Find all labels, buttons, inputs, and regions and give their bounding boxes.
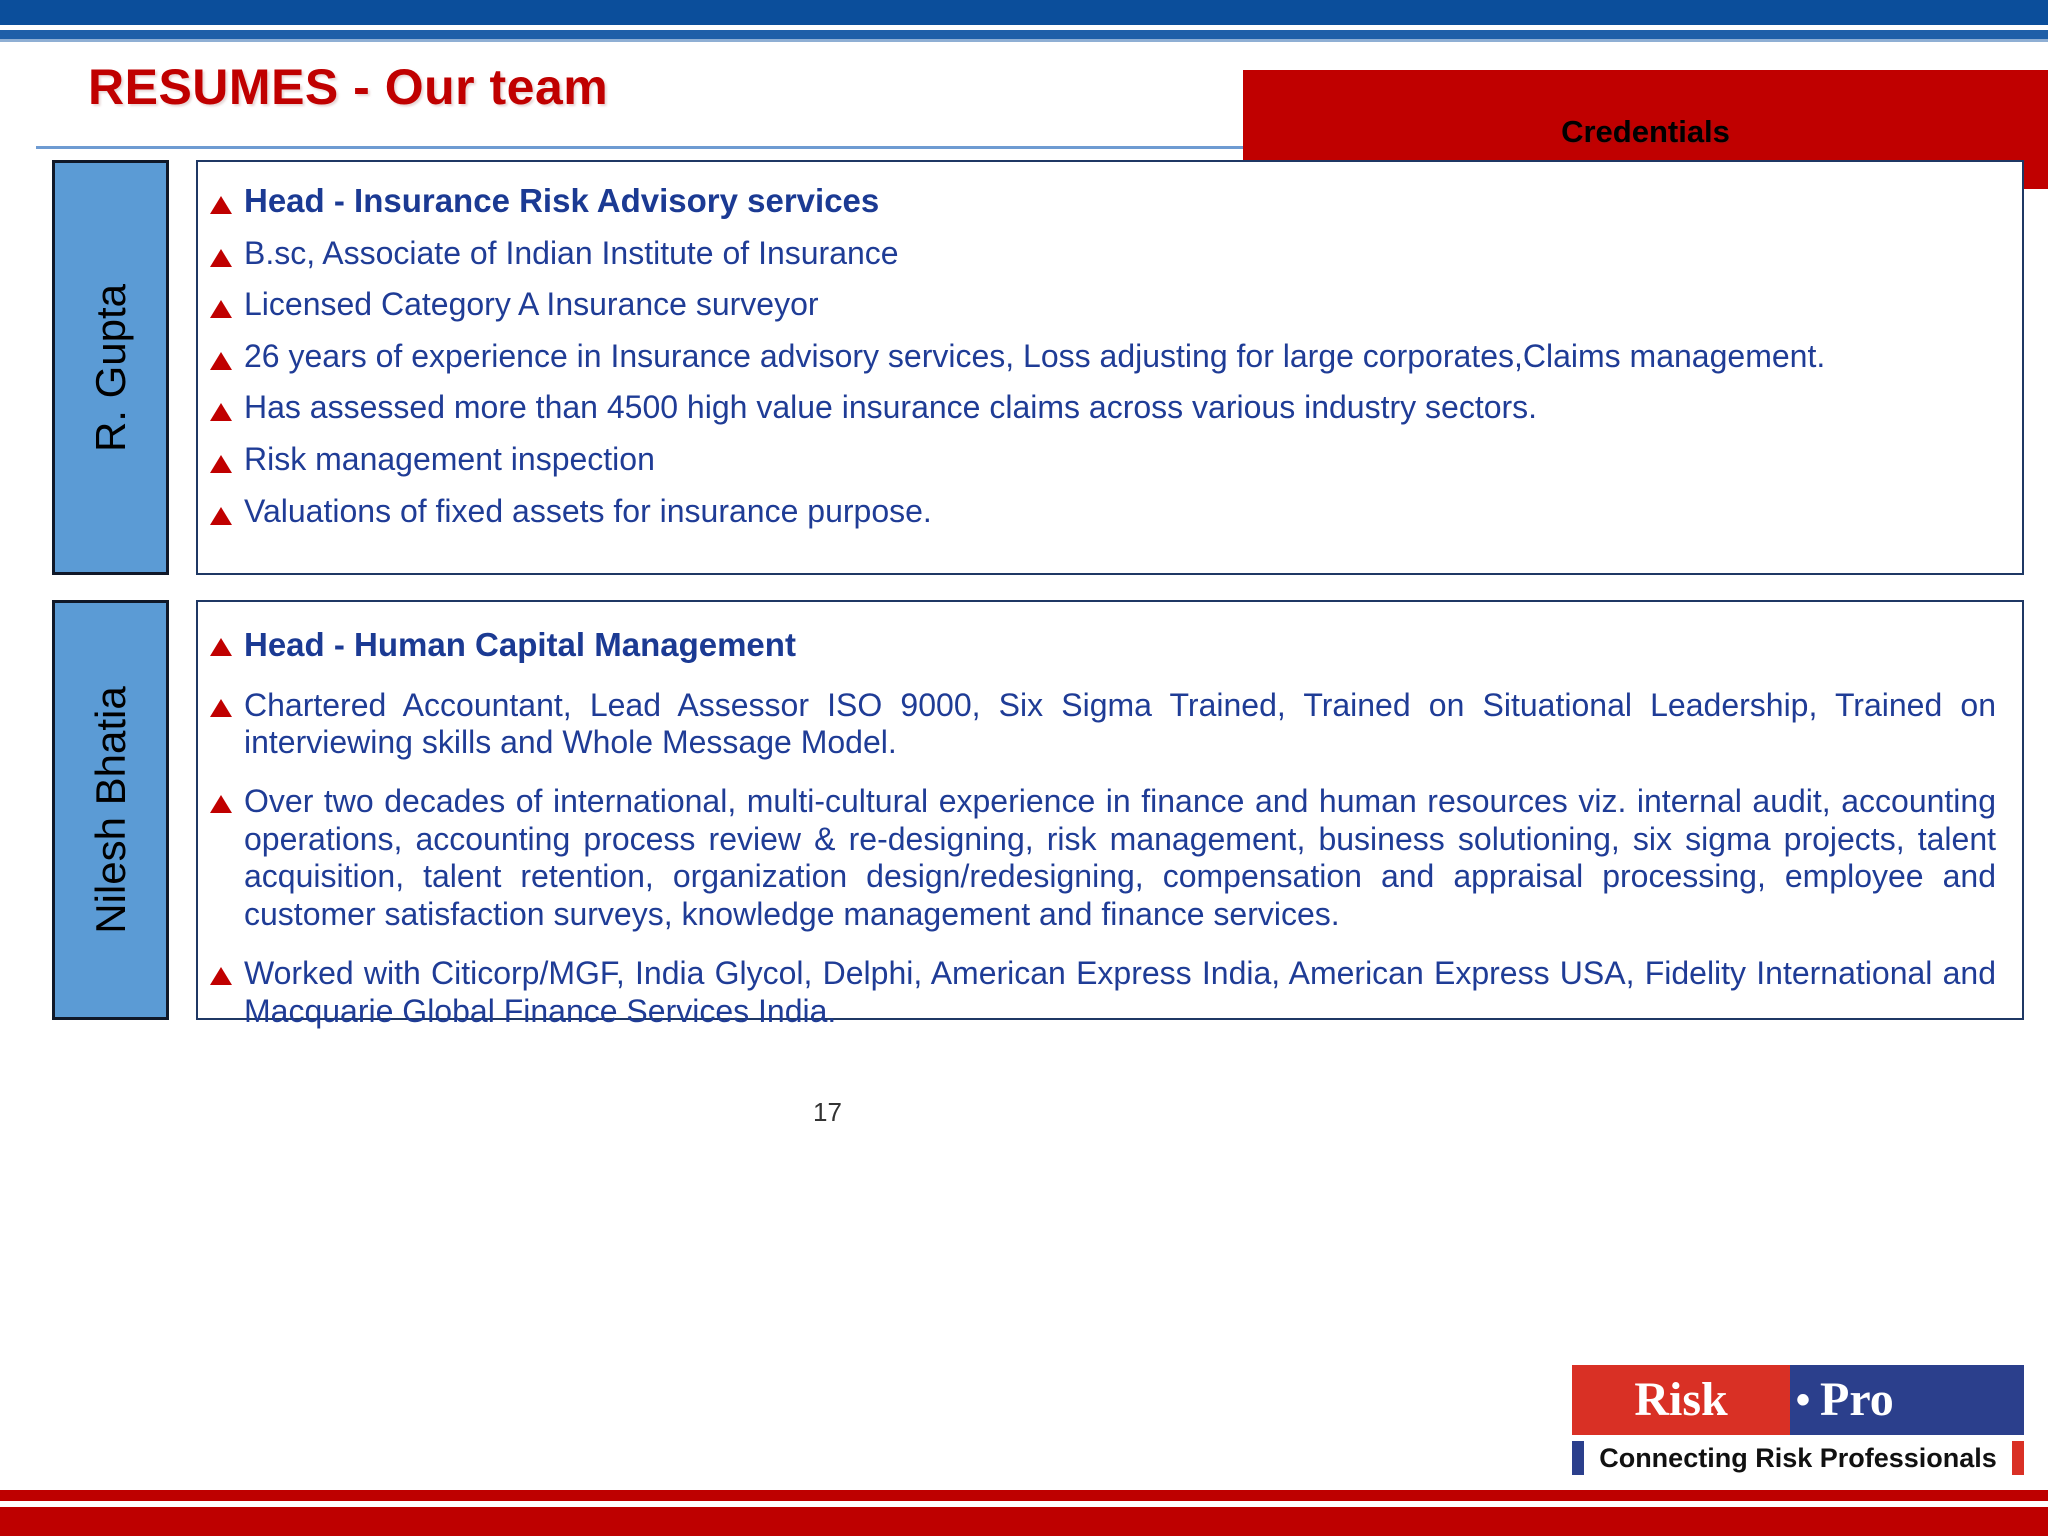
bullet-row	[198, 955, 1996, 1030]
bullet-row	[198, 391, 1996, 425]
logo-word-pro: Pro	[1820, 1373, 1894, 1426]
page-number: 17	[813, 1097, 842, 1127]
name-plate-2	[52, 600, 169, 1020]
bullet-text: 26 years of experience in Insurance advisory services, Loss adjusting for large corporates,Claims management.	[244, 337, 1826, 374]
triangle-bullet-icon	[198, 391, 244, 421]
triangle-bullet-icon	[198, 237, 244, 267]
bullet-text: Over two decades of international, multi-cultural experience in finance and human resources viz. internal audit, accounting operations, accounting process review & re-designing, risk management, business solutioning, six sigma projects, talent acquisition, talent retention, organization design/redesigning, compensation and appraisal processing, employee and customer satisfaction surveys, knowledge management and finance services.	[244, 783, 1996, 932]
triangle-bullet-icon	[198, 626, 244, 656]
section-badge-label: Credentials	[1561, 114, 1730, 149]
triangle-bullet-icon	[198, 955, 244, 985]
triangle-glyph	[210, 196, 232, 214]
bottom-red-bar-thin	[0, 1490, 2048, 1501]
triangle-bullet-icon	[198, 495, 244, 525]
resume-content-box-2	[196, 600, 2024, 1029]
triangle-bullet-icon	[198, 184, 244, 214]
triangle-bullet-icon	[198, 288, 244, 318]
name-plate-1	[52, 160, 169, 575]
riskpro-logo	[1572, 1365, 2024, 1485]
triangle-glyph	[210, 249, 232, 267]
bullet-row	[198, 443, 1996, 477]
triangle-bullet-icon	[198, 443, 244, 473]
triangle-glyph	[210, 352, 232, 370]
triangle-glyph	[210, 638, 232, 656]
bullet-row	[198, 184, 1996, 219]
triangle-bullet-icon	[198, 687, 244, 717]
triangle-bullet-icon	[198, 783, 244, 813]
person-name-2: Nilesh Bhatia	[86, 686, 134, 934]
bullet-row	[198, 626, 1996, 665]
bullet-list-2	[198, 602, 2022, 1029]
role-heading: Head - Human Capital Management	[244, 626, 796, 663]
triangle-glyph	[210, 507, 232, 525]
logo-wordmark	[1572, 1365, 2024, 1435]
triangle-glyph	[210, 699, 232, 717]
logo-left-accent-bar	[1572, 1441, 1584, 1475]
bullet-text: Worked with Citicorp/MGF, India Glycol, Delphi, American Express India, American Express USA, Fidelity International and Macquarie Global Finance Services India.	[244, 955, 1996, 1029]
bullet-row	[198, 234, 1996, 271]
bullet-text: Has assessed more than 4500 high value insurance claims across various industry sectors.	[244, 389, 1538, 426]
logo-blue-panel	[1790, 1365, 2024, 1435]
person-block-2	[52, 600, 2024, 1029]
bullet-text: Chartered Accountant, Lead Assessor ISO 9000, Six Sigma Trained, Trained on Situational Leadership, Trained on interviewing skills and Whole Message Model.	[244, 686, 1996, 761]
bullet-row	[198, 492, 1996, 529]
top-blue-band	[0, 0, 2048, 25]
triangle-glyph	[210, 455, 232, 473]
triangle-bullet-icon	[198, 340, 244, 370]
bullet-list-1	[198, 162, 2022, 573]
top-blue-band-secondary	[0, 30, 2048, 39]
bullet-text: Licensed Category A Insurance surveyor	[244, 286, 819, 323]
bullet-text: B.sc, Associate of Indian Institute of Insurance	[244, 234, 899, 271]
triangle-glyph	[210, 967, 232, 985]
triangle-glyph	[210, 403, 232, 421]
slide-header	[0, 42, 2048, 147]
person-name-1: R. Gupta	[86, 283, 134, 452]
triangle-glyph	[210, 300, 232, 318]
bullet-text: Risk management inspection	[244, 441, 655, 478]
resume-content-box-1	[196, 160, 2024, 575]
bullet-row	[198, 783, 1996, 933]
logo-dot-icon: •	[1796, 1378, 1811, 1422]
person-block-1	[52, 160, 2024, 575]
bullet-row	[198, 288, 1996, 322]
bullet-row	[198, 687, 1996, 762]
logo-tagline-row	[1572, 1437, 2024, 1479]
bullet-row	[198, 337, 1996, 374]
header-divider	[36, 146, 1243, 149]
role-heading: Head - Insurance Risk Advisory services	[244, 182, 880, 219]
bottom-red-bar-thick	[0, 1507, 2048, 1536]
logo-red-panel	[1572, 1365, 1790, 1435]
logo-word-risk: Risk	[1634, 1373, 1728, 1426]
logo-tagline: Connecting Risk Professionals	[1599, 1442, 1997, 1473]
logo-right-accent-bar	[2012, 1441, 2024, 1475]
page-title: RESUMES - Our team	[88, 59, 609, 115]
triangle-glyph	[210, 795, 232, 813]
bullet-text: Valuations of fixed assets for insurance purpose.	[244, 492, 932, 529]
